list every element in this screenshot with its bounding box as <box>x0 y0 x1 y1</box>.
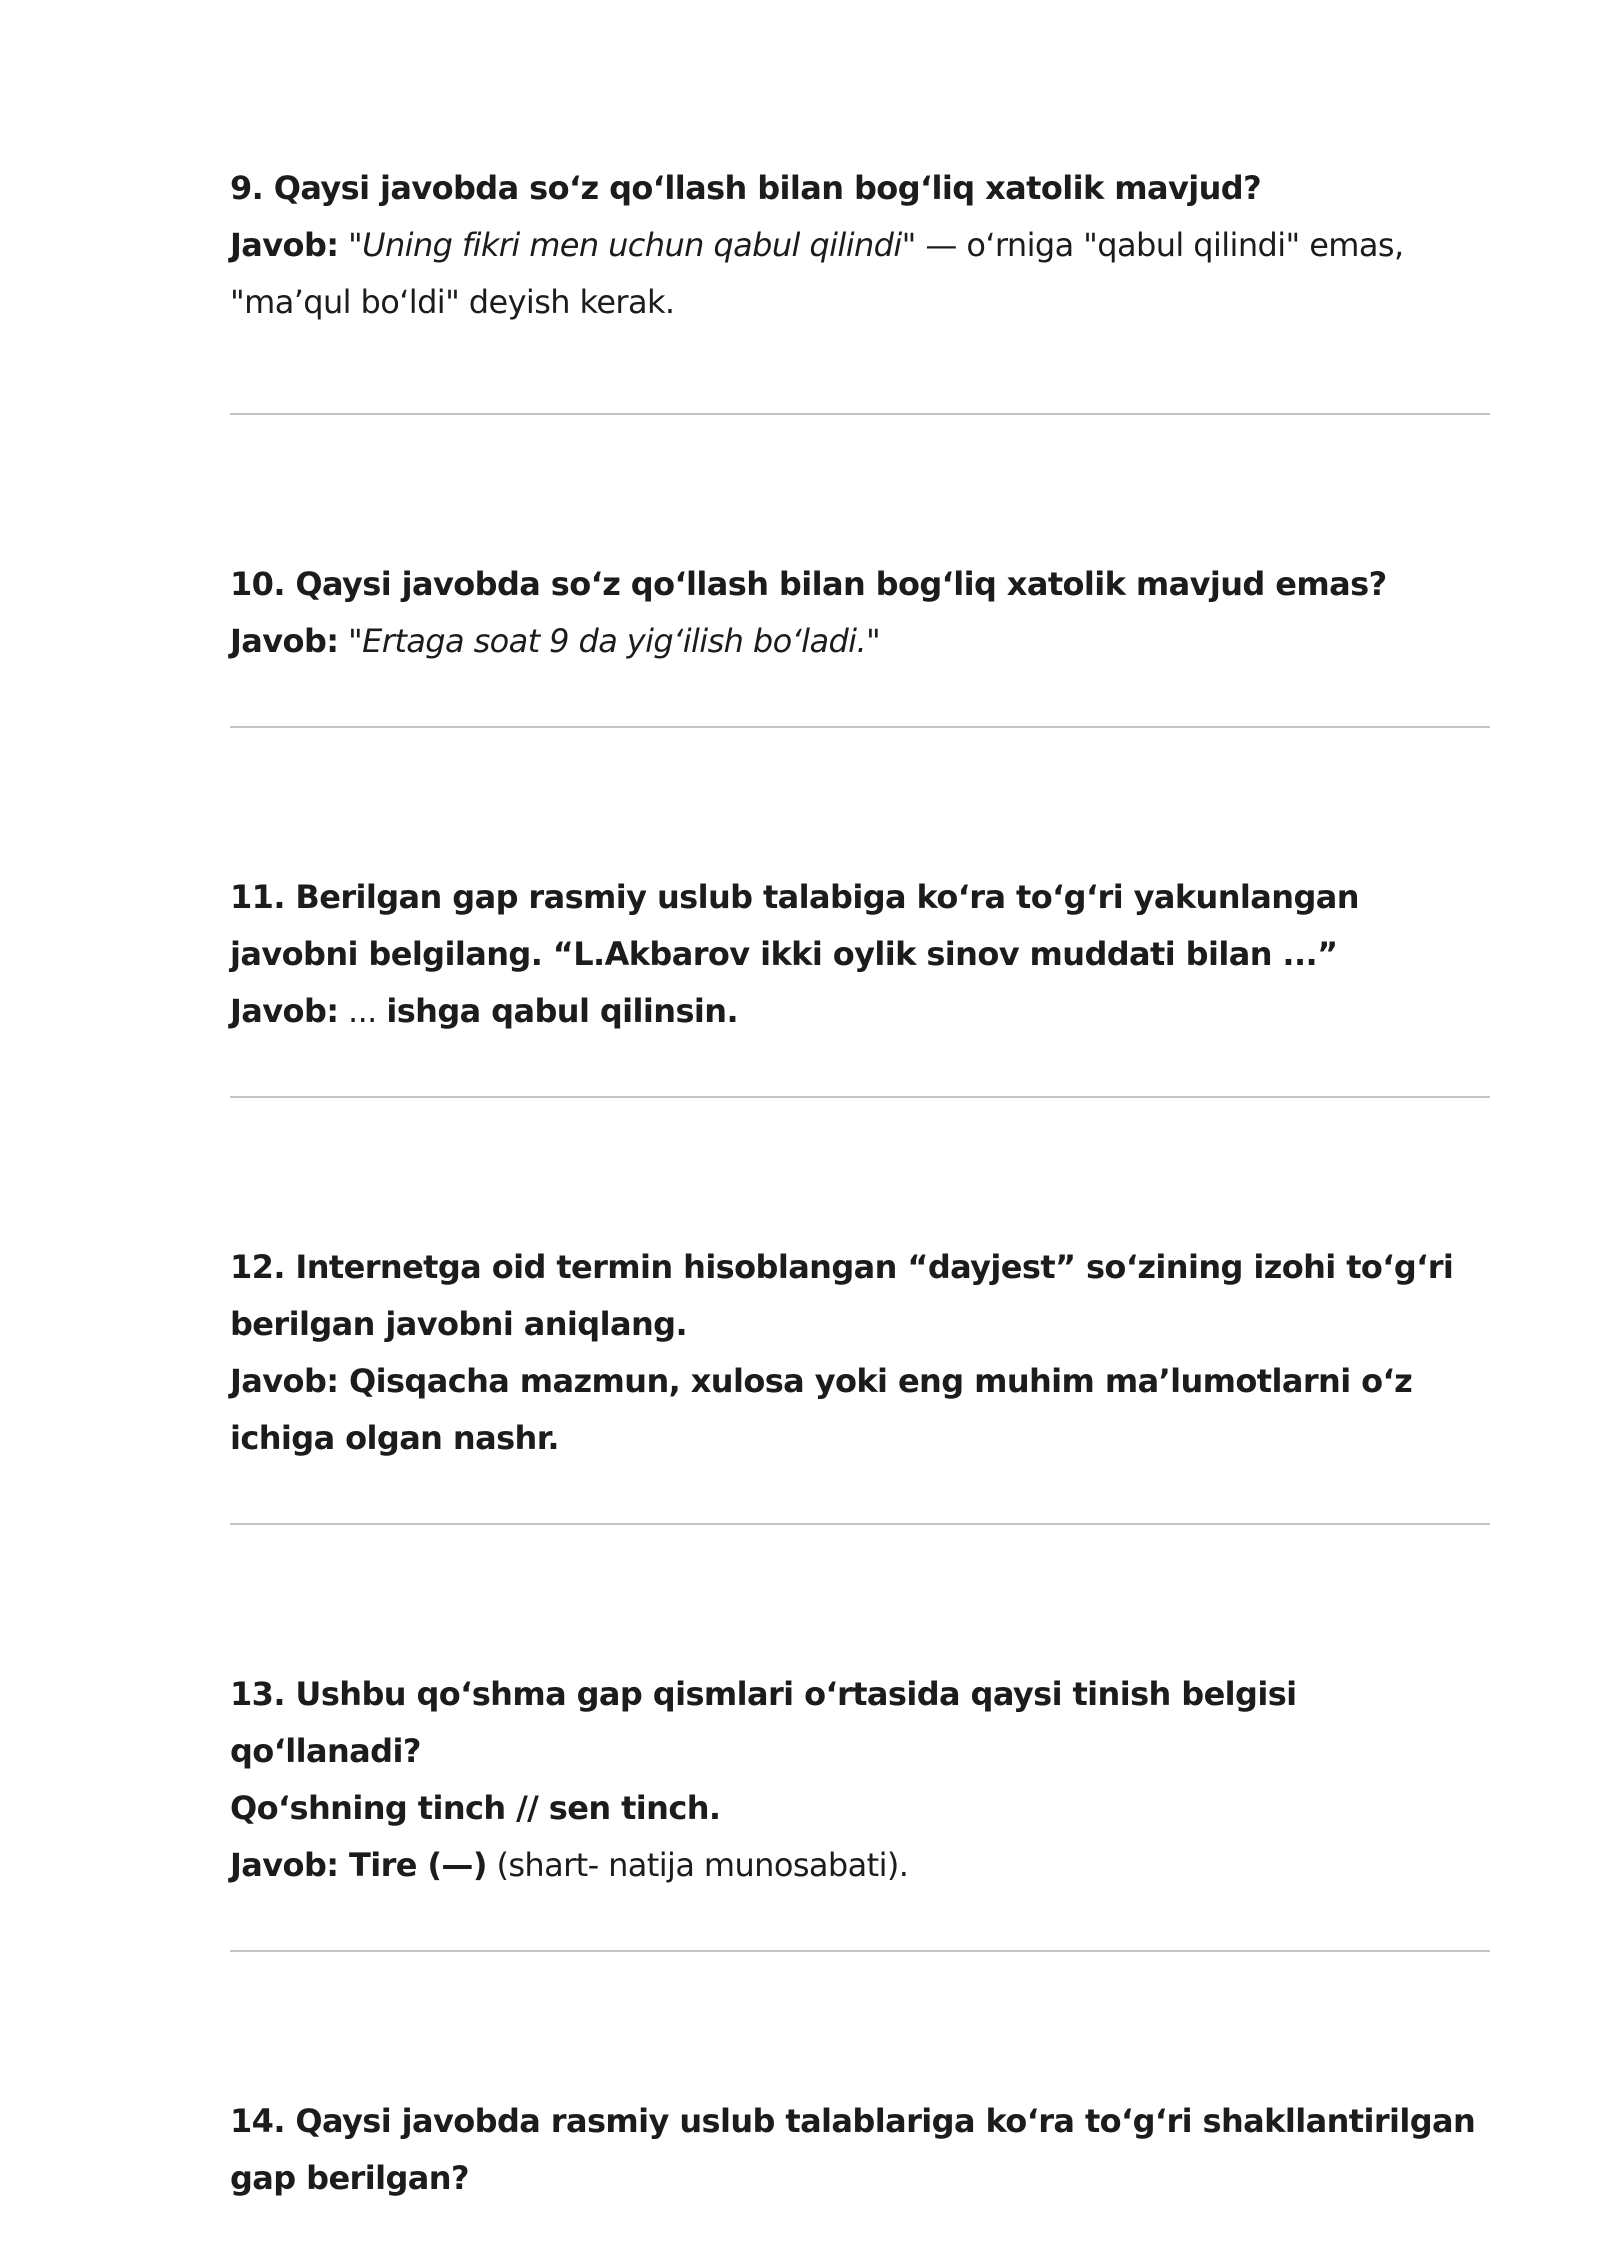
question-10: 10. Qaysi javobda so‘z qo‘llash bilan bog‘liq xatolik mavjud emas? <box>230 565 1387 603</box>
separator <box>230 726 1490 728</box>
separator <box>230 1950 1490 1952</box>
answer-note: (shart- natija munosabati). <box>486 1846 909 1884</box>
answer-13 <box>230 1837 1490 1894</box>
answer-quote: "Ertaga soat 9 da yig‘ilish bo‘ladi." <box>348 622 881 660</box>
qa-item-11 <box>230 869 1490 1040</box>
question-9: 9. Qaysi javobda so‘z qo‘llash bilan bog‘liq xatolik mavjud? <box>230 169 1262 207</box>
question-11: 11. Berilgan gap rasmiy uslub talabiga ko‘ra to‘g‘ri yakunlangan javobni belgilang. “L.Akbarov ikki oylik sinov muddati bilan ...” <box>230 878 1359 973</box>
separator <box>230 413 1490 415</box>
answer-label: Javob: <box>230 992 339 1030</box>
answer-label: Javob: <box>230 226 339 264</box>
answer-10 <box>230 613 1490 670</box>
answer-12: Javob: Qisqacha mazmun, xulosa yoki eng muhim ma’lumotlarni o‘z ichiga olgan nashr. <box>230 1362 1413 1457</box>
answer-quote: "Uning fikri men uchun qabul qilindi" <box>348 226 916 264</box>
answer-11 <box>230 983 1490 1040</box>
answer-9 <box>230 217 1490 331</box>
answer-explanation: — o‘rniga "qabul qilindi" emas, "ma’qul bo‘ldi" deyish kerak. <box>230 226 1404 321</box>
answer-text: ishga qabul qilinsin. <box>386 992 739 1030</box>
question-13: 13. Ushbu qo‘shma gap qismlari o‘rtasida qaysi tinish belgisi qo‘llanadi? <box>230 1675 1297 1770</box>
question-12: 12. Internetga oid termin hisoblangan “dayjest” so‘zining izohi to‘g‘ri berilgan javobni aniqlang. <box>230 1248 1454 1343</box>
example-sentence: Qo‘shning tinch // sen tinch. <box>230 1789 721 1827</box>
separator <box>230 1096 1490 1098</box>
answer-bold: Javob: Tire (—) <box>230 1846 487 1884</box>
qa-item-12 <box>230 1239 1490 1467</box>
document-page <box>230 160 1490 2207</box>
qa-item-10 <box>230 556 1490 670</box>
qa-item-9 <box>230 160 1490 331</box>
qa-item-13 <box>230 1666 1490 1894</box>
answer-label: Javob: <box>230 622 339 660</box>
qa-item-14 <box>230 2093 1490 2207</box>
separator <box>230 1523 1490 1525</box>
answer-ellipsis: ... <box>348 992 377 1030</box>
question-14: 14. Qaysi javobda rasmiy uslub talablariga ko‘ra to‘g‘ri shakllantirilgan gap berilgan? <box>230 2102 1476 2197</box>
